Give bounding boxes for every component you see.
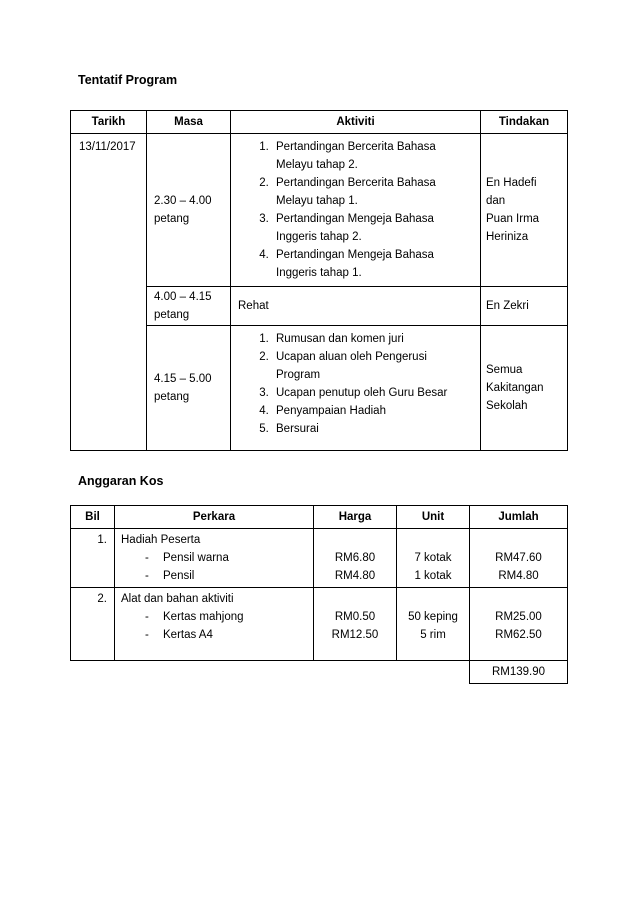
aktiviti-item: 1. Rumusan dan komen juri bbox=[272, 330, 474, 348]
header-perkara: Perkara bbox=[115, 506, 314, 529]
masa-line: 4.15 – 5.00 bbox=[154, 373, 212, 385]
tindakan-cell bbox=[481, 287, 568, 326]
item-dash: - bbox=[145, 629, 149, 641]
unit-value: 1 kotak bbox=[414, 570, 452, 582]
total-cell: RM139.90 bbox=[470, 661, 568, 684]
total-spacer bbox=[71, 661, 470, 684]
jumlah-value: RM25.00 bbox=[495, 611, 542, 623]
item-name: Kertas mahjong bbox=[163, 611, 244, 623]
tindakan-cell bbox=[481, 134, 568, 287]
header-bil: Bil bbox=[71, 506, 115, 529]
tindakan-cell bbox=[481, 326, 568, 451]
jumlah-value: RM62.50 bbox=[495, 629, 542, 641]
tindakan-line: En Zekri bbox=[486, 300, 529, 312]
unit-value: 50 keping bbox=[408, 611, 458, 623]
tentatif-title: Tentatif Program bbox=[78, 73, 178, 87]
jumlah-cell bbox=[470, 588, 568, 661]
aktiviti-item: 4. Penyampaian Hadiah bbox=[272, 402, 474, 420]
item-name: Pensil warna bbox=[163, 552, 229, 564]
kos-group-row-1 bbox=[71, 529, 568, 588]
aktiviti-item: 2. Pertandingan Bercerita Bahasa Melayu tahap 1. bbox=[272, 174, 474, 210]
header-tindakan: Tindakan bbox=[481, 111, 568, 134]
unit-value: 5 rim bbox=[420, 629, 446, 641]
aktiviti-cell bbox=[231, 134, 481, 287]
masa-line: petang bbox=[154, 391, 190, 403]
aktiviti-item: 2. Ucapan aluan oleh Pengerusi Program bbox=[272, 348, 474, 384]
bil-cell: 1. bbox=[71, 529, 115, 588]
item-name: Kertas A4 bbox=[163, 629, 213, 641]
tindakan-line: Semua bbox=[486, 364, 523, 376]
item-line bbox=[121, 608, 313, 626]
masa-line: petang bbox=[154, 309, 190, 321]
perkara-cell bbox=[115, 588, 314, 661]
kos-title: Anggaran Kos bbox=[78, 474, 164, 488]
item-line bbox=[121, 549, 313, 567]
aktiviti-item: 1. Pertandingan Bercerita Bahasa Melayu tahap 2. bbox=[272, 138, 474, 174]
aktiviti-cell: Rehat bbox=[231, 287, 481, 326]
item-dash: - bbox=[145, 611, 149, 623]
item-dash: - bbox=[145, 570, 149, 582]
tentatif-table bbox=[70, 110, 568, 451]
header-unit: Unit bbox=[397, 506, 470, 529]
aktiviti-list bbox=[231, 138, 474, 282]
kos-table bbox=[70, 505, 568, 684]
unit-value: 7 kotak bbox=[414, 552, 452, 564]
item-line bbox=[121, 626, 313, 644]
masa-line: 4.00 – 4.15 bbox=[154, 291, 212, 303]
tindakan-line: Sekolah bbox=[486, 400, 528, 412]
aktiviti-cell bbox=[231, 326, 481, 451]
header-jumlah: Jumlah bbox=[470, 506, 568, 529]
perkara-cell bbox=[115, 529, 314, 588]
aktiviti-item: 4. Pertandingan Mengeja Bahasa Inggeris tahap 1. bbox=[272, 246, 474, 282]
harga-cell bbox=[314, 529, 397, 588]
tindakan-line: Puan Irma bbox=[486, 213, 540, 225]
jumlah-value: RM47.60 bbox=[495, 552, 542, 564]
harga-cell bbox=[314, 588, 397, 661]
tarikh-cell: 13/11/2017 bbox=[71, 134, 147, 451]
masa-line: 2.30 – 4.00 bbox=[154, 195, 212, 207]
tindakan-line: Heriniza bbox=[486, 231, 529, 243]
tindakan-line: dan bbox=[486, 195, 506, 207]
harga-value: RM12.50 bbox=[331, 629, 379, 641]
jumlah-cell bbox=[470, 529, 568, 588]
aktiviti-item: 3. Pertandingan Mengeja Bahasa Inggeris tahap 2. bbox=[272, 210, 474, 246]
jumlah-value: RM4.80 bbox=[498, 570, 539, 582]
aktiviti-list bbox=[231, 330, 474, 438]
aktiviti-item: 5. Bersurai bbox=[272, 420, 474, 438]
masa-line: petang bbox=[154, 213, 190, 225]
masa-cell bbox=[147, 326, 231, 451]
group-name: Hadiah Peserta bbox=[121, 534, 201, 546]
unit-cell bbox=[397, 588, 470, 661]
harga-value: RM0.50 bbox=[334, 611, 376, 623]
kos-header-row bbox=[71, 506, 568, 529]
tindakan-line: En Hadefi bbox=[486, 177, 537, 189]
group-name: Alat dan bahan aktiviti bbox=[121, 593, 234, 605]
bil-cell: 2. bbox=[71, 588, 115, 661]
masa-cell bbox=[147, 287, 231, 326]
kos-total-row bbox=[71, 661, 568, 684]
harga-value: RM6.80 bbox=[334, 552, 376, 564]
item-name: Pensil bbox=[163, 570, 195, 582]
masa-cell bbox=[147, 134, 231, 287]
harga-value: RM4.80 bbox=[334, 570, 376, 582]
unit-cell bbox=[397, 529, 470, 588]
item-dash: - bbox=[145, 552, 149, 564]
header-tarikh: Tarikh bbox=[71, 111, 147, 134]
tindakan-line: Kakitangan bbox=[486, 382, 544, 394]
tentatif-row-1 bbox=[71, 134, 568, 287]
aktiviti-item: 3. Ucapan penutup oleh Guru Besar bbox=[272, 384, 474, 402]
header-masa: Masa bbox=[147, 111, 231, 134]
header-aktiviti: Aktiviti bbox=[231, 111, 481, 134]
tentatif-header-row bbox=[71, 111, 568, 134]
kos-group-row-2 bbox=[71, 588, 568, 661]
header-harga: Harga bbox=[314, 506, 397, 529]
item-line bbox=[121, 567, 313, 585]
